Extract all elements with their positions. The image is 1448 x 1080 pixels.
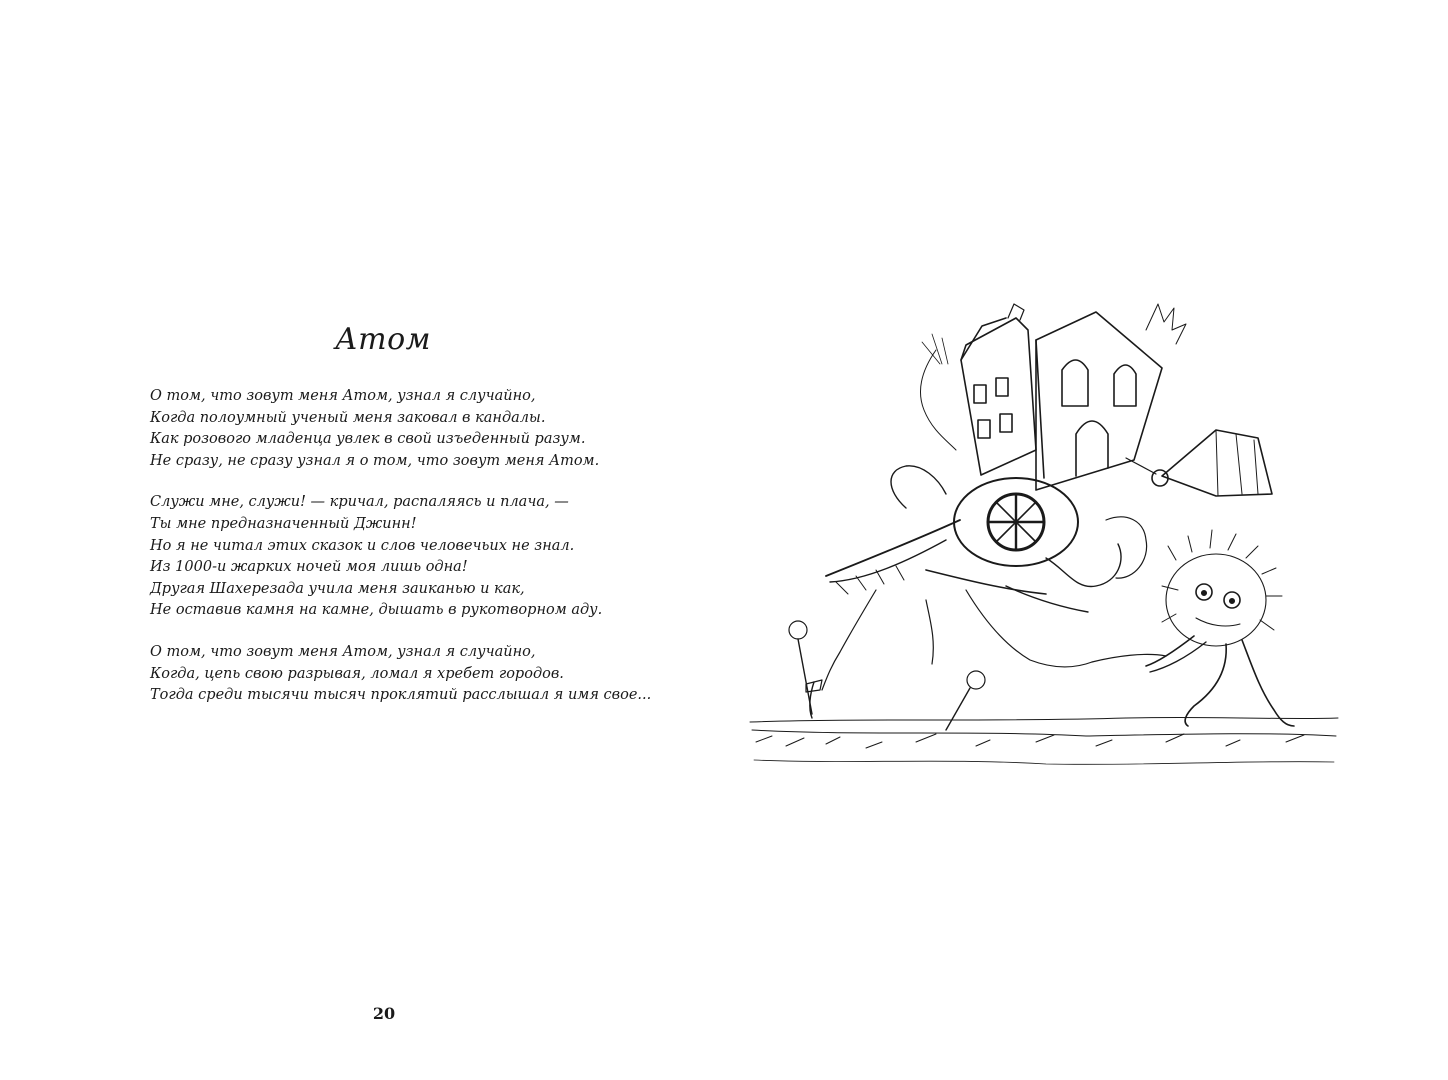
house-left-sketch (920, 304, 1036, 475)
right-page (724, 0, 1448, 1080)
poem-line: Ты мне предназначенный Джинн! (150, 515, 417, 532)
poem-line: О том, что зовут меня Атом, узнал я случайно, (150, 643, 536, 660)
stanza-3 (150, 642, 670, 707)
page-number: 20 (372, 1004, 396, 1023)
poem-line: Как розового младенца увлек в свой изъеденный разум. (150, 431, 586, 448)
poem-line: Из 1000-и жарких ночей моя лишь одна! (150, 559, 468, 576)
chain-sketch (789, 590, 1166, 730)
poem-line: О том, что зовут меня Атом, узнал я случайно, (150, 388, 536, 404)
poem-body (150, 386, 670, 727)
stanza-1 (150, 386, 670, 472)
poem-line: Когда, цепь свою разрывая, ломал я хребет городов. (150, 665, 564, 682)
poem-line: Но я не читал этих сказок и слов человечьих не знал. (150, 537, 575, 554)
poem-line: Служи мне, служи! — кричал, распаляясь и плача, — (150, 494, 569, 511)
poem-title: Атом (334, 322, 432, 357)
poem-line: Не сразу, не сразу узнал я о том, что зовут меня Атом. (150, 452, 600, 469)
poem-line: Тогда среди тысячи тысяч проклятий расслышал я имя свое... (150, 687, 652, 704)
house-right-sketch (1036, 304, 1186, 490)
poem-line: Не оставив камня на камне, дышать в рукотворном аду. (150, 602, 603, 619)
poem-line: Когда полоумный ученый меня заковал в кандалы. (150, 409, 546, 426)
stanza-2 (150, 492, 670, 622)
ground-sketch (750, 717, 1338, 764)
ink-illustration (746, 290, 1366, 780)
poem-line: Другая Шахерезада учила меня заиканью и как, (150, 580, 525, 597)
machine-creature-sketch (826, 466, 1147, 612)
fuzzy-creature-sketch (1146, 530, 1294, 726)
wing-sketch (1126, 430, 1272, 496)
